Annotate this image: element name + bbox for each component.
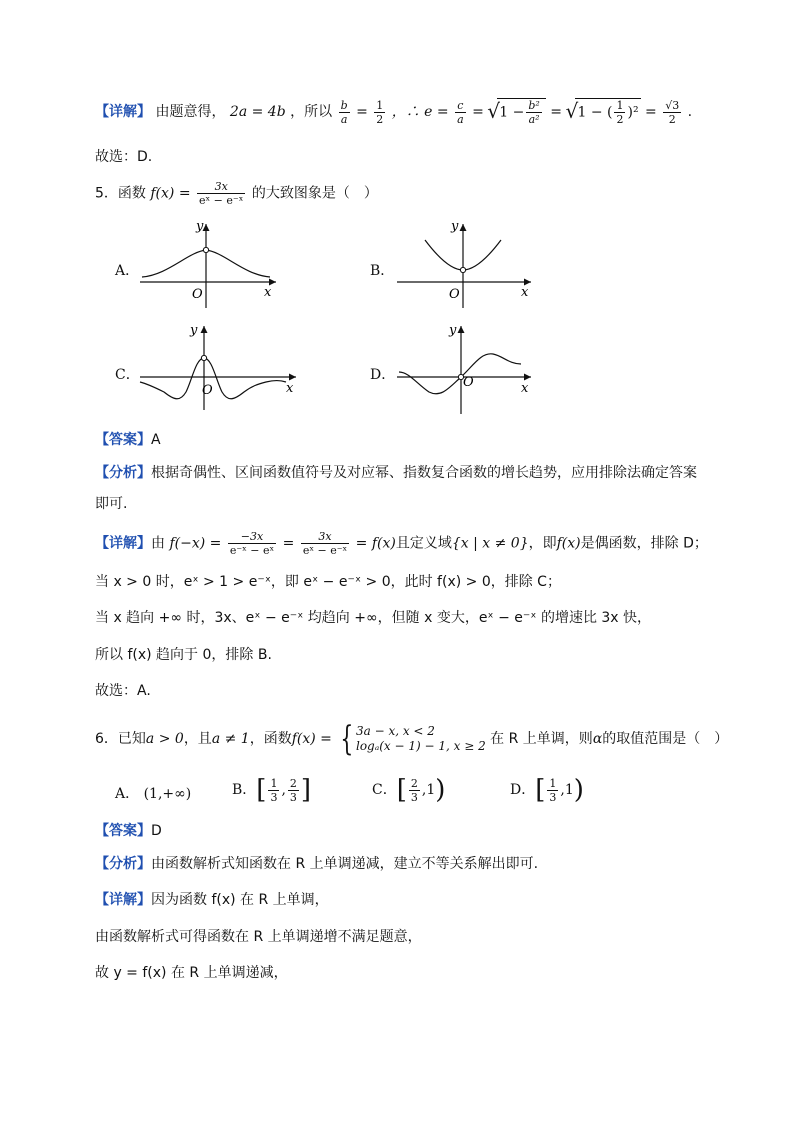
q4-frac-ba: $\frac{b}{a}$ — [340, 98, 348, 126]
axis-x-label: x — [521, 381, 529, 396]
graph-b — [395, 220, 540, 310]
q5-detail-2: 当 x > 0 时，eˣ > 1 > e⁻ˣ，即 eˣ − e⁻ˣ > 0，此时 f(x) > 0，排除 C； — [95, 574, 561, 590]
detail-tag: 【详解】 — [95, 104, 151, 120]
origin-label: O — [192, 287, 203, 302]
q5-stem: 5．函数 f(x) = $\frac{3x}{\text{eˣ − e⁻ˣ}}$ 的大致图象是（ ） — [95, 180, 378, 207]
option-d-label: D． — [370, 367, 396, 383]
option-b-label: B． — [370, 263, 395, 279]
q6-choice-b: B．[ $\frac{1}{3}$ , $\frac{2}{3}$ ] — [232, 775, 312, 805]
q6-stem: 6．已知a > 0，且a ≠ 1，函数f(x) = { 3a − x, x < 2 logₐ(x − 1) − 1, x ≥ 2 在 R 上单调，则α的取值范围是（ ） — [95, 719, 729, 759]
axis-x-label: x — [521, 285, 529, 300]
graph-c — [138, 322, 303, 412]
q5-choose: 故选：A. — [95, 683, 151, 699]
q4-detail-line: 【详解】 由题意得， 2a = 4b ，所以 $\frac{b}{a}$ = $\frac{1}{2}$ ，∴ e = $\frac{c}{a}$ = √ 1 − $\frac{\text{b²}}{\text{a²}}$ = √ 1 − ( $\frac{1}{2}$ )² = $\frac{√3}{2}$ . — [95, 98, 692, 126]
q4-frac-half: $\frac{1}{2}$ — [376, 98, 384, 126]
q6-choice-c: C．[ $\frac{2}{3}$ ,1) — [372, 775, 446, 805]
axis-x-label: x — [286, 381, 294, 396]
q6-choice-a: A． (1,+∞) — [115, 786, 192, 802]
q5-analysis: 【分析】根据奇偶性、区间函数值符号及对应幂、指数复合函数的增长趋势，应用排除法确定答案 — [95, 465, 697, 481]
origin-label: O — [463, 375, 474, 390]
q5-analysis-2: 即可. — [95, 496, 128, 512]
q6-choice-d: D．[ $\frac{1}{3}$ ,1) — [510, 775, 584, 805]
q4-eq: 2a = 4b — [229, 104, 286, 120]
option-a-label: A． — [115, 263, 140, 279]
q5-detail-1: 【详解】由 f(−x) = $\frac{-3x}{\text{e⁻ˣ − eˣ}}$ = $\frac{3x}{\text{eˣ − e⁻ˣ}}$ = f(x)且定义域{x | x ≠ 0}，即f(x)是偶函数，排除 D； — [95, 530, 708, 557]
graph-a — [138, 220, 283, 310]
axis-y-label: y — [449, 323, 457, 338]
axis-y-label: y — [190, 323, 198, 338]
q6-analysis: 【分析】由函数解析式知函数在 R 上单调递减，建立不等关系解出即可. — [95, 856, 539, 872]
axis-y-label: y — [451, 220, 459, 234]
q6-answer: 【答案】D — [95, 823, 162, 839]
q6-detail-1: 【详解】因为函数 f(x) 在 R 上单调， — [95, 892, 329, 908]
q5-detail-4: 所以 f(x) 趋向于 0，排除 B. — [95, 647, 272, 663]
q4-text: ，所以 — [290, 104, 333, 120]
q4-detail-text: 由题意得， — [155, 104, 226, 120]
q4-therefore: ，∴ e = — [391, 104, 449, 120]
q4-sqrt2: √ 1 − ( $\frac{1}{2}$ )² — [575, 98, 640, 126]
origin-label: O — [202, 383, 213, 398]
axis-y-label: y — [196, 220, 204, 234]
q4-choose: 故选：D. — [95, 149, 153, 165]
q5-answer: 【答案】A — [95, 432, 161, 448]
q6-detail-2: 由函数解析式可得函数在 R 上单调递增不满足题意， — [95, 929, 422, 945]
q4-eq-sign: = — [356, 104, 373, 120]
q5-detail-3: 当 x 趋向 +∞ 时，3x、eˣ − e⁻ˣ 均趋向 +∞，但随 x 变大，eˣ − e⁻ˣ 的增速比 3x 快， — [95, 610, 652, 626]
graph-d — [395, 322, 540, 417]
axis-x-label: x — [264, 285, 272, 300]
option-c-label: C． — [115, 367, 140, 383]
q6-detail-3: 故 y = f(x) 在 R 上单调递减， — [95, 965, 288, 981]
q4-result: $\frac{√3}{2}$ — [665, 98, 680, 126]
q4-sqrt1: √ 1 − $\frac{\text{b²}}{\text{a²}}$ — [497, 98, 546, 126]
origin-label: O — [449, 287, 460, 302]
q4-frac-ca: $\frac{c}{a}$ — [457, 98, 464, 126]
